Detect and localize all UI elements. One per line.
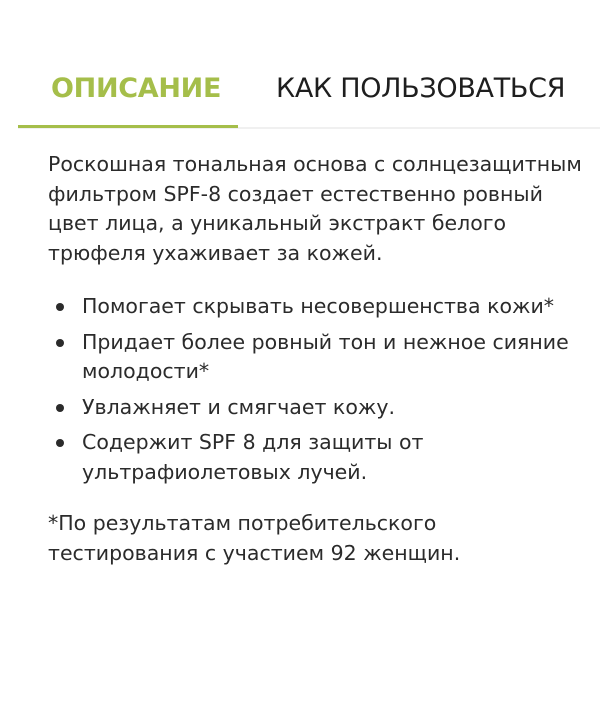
benefits-list bbox=[48, 292, 588, 487]
list-item-text: Придает более ровный тон и нежное сияние молодости* bbox=[82, 329, 569, 383]
list-item bbox=[48, 292, 588, 322]
footnote: *По результатам потребительского тестирования с участием 92 женщин. bbox=[48, 511, 461, 565]
bullet-icon bbox=[56, 339, 64, 347]
list-item bbox=[48, 328, 588, 387]
tab-how-to-use[interactable]: КАК ПОЛЬЗОВАТЬСЯ bbox=[276, 73, 566, 104]
tab-active-indicator bbox=[18, 125, 238, 128]
tab-description[interactable]: ОПИСАНИЕ bbox=[51, 73, 222, 104]
bullet-icon bbox=[56, 303, 64, 311]
description-intro: Роскошная тональная основа с солнцезащитным фильтром SPF-8 создает естественно ровный цвет лица, а уникальный экстракт белого трюфеля ухаживает за кожей. bbox=[48, 152, 582, 265]
list-item-text: Увлажняет и смягчает кожу. bbox=[82, 394, 395, 419]
bullet-icon bbox=[56, 439, 64, 447]
list-item-text: Помогает скрывать несовершенства кожи* bbox=[82, 294, 555, 318]
tab-bar bbox=[18, 0, 600, 130]
list-item-text: Содержит SPF 8 для защиты от ультрафиолетовых лучей. bbox=[82, 430, 424, 484]
list-item bbox=[48, 393, 588, 423]
description-panel bbox=[48, 150, 588, 568]
bullet-icon bbox=[56, 404, 64, 412]
list-item bbox=[48, 428, 588, 487]
